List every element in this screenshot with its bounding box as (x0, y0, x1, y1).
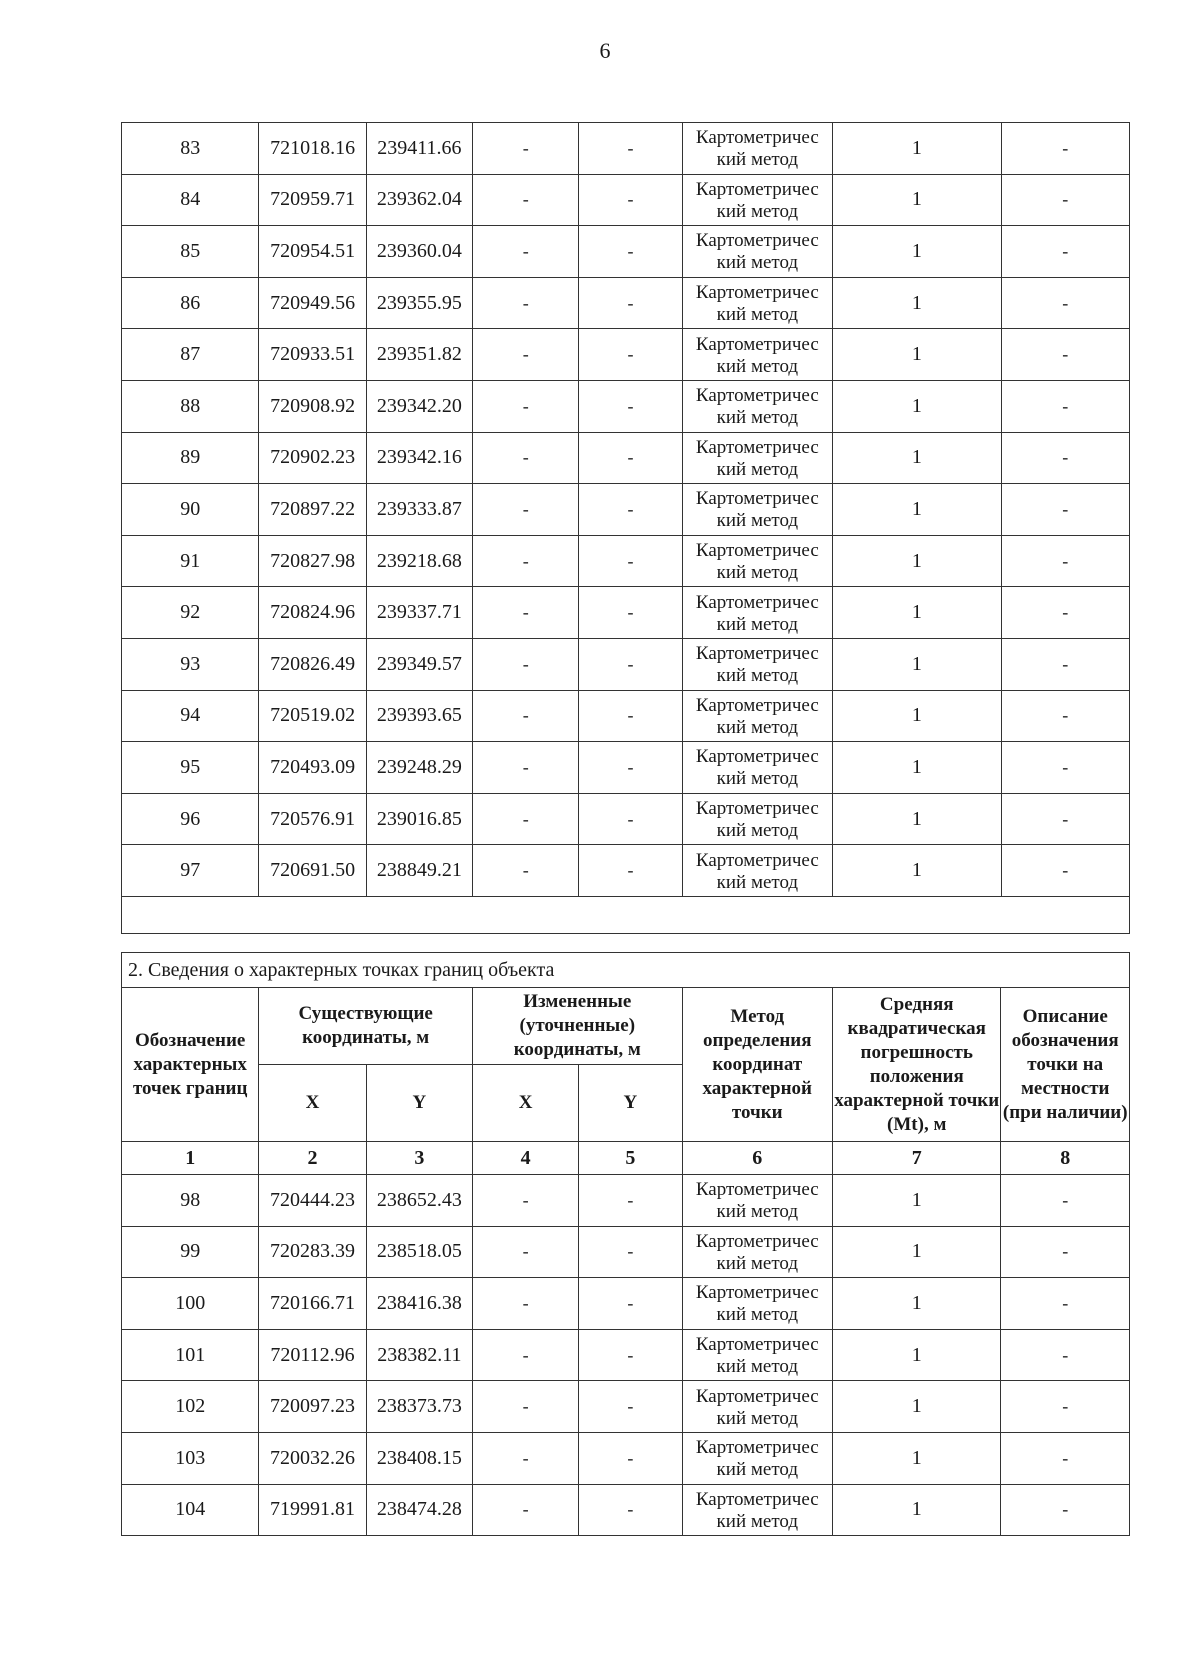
method-line-1: Картометричес (695, 436, 819, 458)
point-number: 90 (122, 484, 259, 536)
changed-y-value: - (579, 638, 682, 690)
description-value: - (1001, 226, 1129, 278)
existing-y-value: 239342.16 (366, 432, 472, 484)
column-number: 1 (122, 1142, 259, 1175)
description-value: - (1001, 793, 1129, 845)
method-line-2: кий метод (716, 1252, 798, 1274)
header-designation: Обозначение характерных точек границ (122, 988, 259, 1142)
accuracy-value: 1 (833, 277, 1002, 329)
accuracy-value: 1 (832, 1432, 1000, 1484)
changed-y-value: - (579, 1484, 682, 1536)
method-line-1: Картометричес (695, 746, 819, 768)
changed-x-value: - (473, 638, 579, 690)
description-value: - (1001, 587, 1129, 639)
header-method: Метод определения координат характерной точки (682, 988, 832, 1142)
description-value: - (1001, 742, 1129, 794)
accuracy-value: 1 (833, 845, 1002, 897)
changed-y-value: - (579, 329, 682, 381)
point-number: 96 (122, 793, 259, 845)
method-line-2: кий метод (716, 407, 799, 429)
method-line-2: кий метод (716, 510, 799, 532)
point-number: 86 (122, 277, 259, 329)
table-row (122, 1226, 1130, 1278)
point-number: 99 (122, 1226, 259, 1278)
method-cell (682, 1329, 832, 1381)
existing-x-value: 720826.49 (259, 638, 366, 690)
table-row (122, 690, 1130, 742)
column-number: 2 (259, 1142, 366, 1175)
changed-x-value: - (473, 226, 579, 278)
method-line-1: Картометричес (695, 849, 819, 871)
accuracy-value: 1 (833, 484, 1002, 536)
method-cell (682, 123, 832, 175)
existing-x-value: 720032.26 (259, 1432, 366, 1484)
point-number: 91 (122, 535, 259, 587)
accuracy-value: 1 (832, 1329, 1000, 1381)
changed-x-value: - (472, 1484, 578, 1536)
changed-y-value: - (579, 123, 682, 175)
method-cell (682, 432, 832, 484)
accuracy-value: 1 (833, 432, 1002, 484)
method-line-2: кий метод (716, 716, 799, 738)
method-line-1: Картометричес (695, 282, 819, 304)
table-row (122, 1329, 1130, 1381)
changed-y-value: - (579, 1226, 682, 1278)
point-number: 102 (122, 1381, 259, 1433)
accuracy-value: 1 (832, 1484, 1000, 1536)
header-description: Описание обозначения точки на местности (при наличии) (1001, 988, 1130, 1142)
point-number: 93 (122, 638, 259, 690)
accuracy-value: 1 (833, 690, 1002, 742)
changed-y-value: - (579, 174, 682, 226)
existing-y-value: 238849.21 (366, 845, 472, 897)
existing-x-value: 720897.22 (259, 484, 366, 536)
description-value: - (1001, 1226, 1130, 1278)
existing-y-value: 239342.20 (366, 380, 472, 432)
point-number: 92 (122, 587, 259, 639)
header-accuracy: Средняя квадратическая погрешность положения характерной точки (Mt), м (832, 988, 1000, 1142)
method-line-2: кий метод (716, 458, 799, 480)
existing-x-value: 720949.56 (259, 277, 366, 329)
description-value: - (1001, 845, 1129, 897)
changed-y-value: - (579, 1381, 682, 1433)
method-line-1: Картометричес (695, 1437, 819, 1459)
page-number: 6 (599, 38, 611, 63)
table-row (122, 484, 1130, 536)
changed-y-value: - (579, 484, 682, 536)
description-value: - (1001, 329, 1129, 381)
existing-x-value: 719991.81 (259, 1484, 366, 1536)
existing-y-value: 238382.11 (366, 1329, 472, 1381)
method-line-2: кий метод (716, 1459, 798, 1481)
method-line-1: Картометричес (695, 178, 819, 200)
existing-x-value: 720908.92 (259, 380, 366, 432)
existing-x-value: 720166.71 (259, 1278, 366, 1330)
existing-x-value: 720519.02 (259, 690, 366, 742)
method-cell (682, 845, 832, 897)
table-row (122, 226, 1130, 278)
method-line-1: Картометричес (695, 798, 819, 820)
column-number: 4 (472, 1142, 578, 1175)
existing-y-value: 239393.65 (366, 690, 472, 742)
column-number: 8 (1001, 1142, 1130, 1175)
changed-x-value: - (473, 845, 579, 897)
method-line-1: Картометричес (695, 1282, 819, 1304)
point-number: 103 (122, 1432, 259, 1484)
accuracy-value: 1 (832, 1381, 1000, 1433)
method-line-1: Картометричес (695, 540, 819, 562)
changed-x-value: - (473, 793, 579, 845)
header-existing-y: Y (366, 1065, 472, 1142)
method-line-1: Картометричес (695, 1179, 819, 1201)
method-line-2: кий метод (716, 355, 799, 377)
point-number: 87 (122, 329, 259, 381)
description-value: - (1001, 1329, 1130, 1381)
changed-y-value: - (579, 226, 682, 278)
existing-x-value: 720691.50 (259, 845, 366, 897)
method-line-2: кий метод (716, 1201, 798, 1223)
method-line-2: кий метод (716, 1304, 798, 1326)
point-number: 88 (122, 380, 259, 432)
table-row (122, 845, 1130, 897)
boundary-points-table (121, 952, 1130, 1536)
point-number: 94 (122, 690, 259, 742)
changed-y-value: - (579, 1329, 682, 1381)
existing-y-value: 239016.85 (366, 793, 472, 845)
changed-x-value: - (473, 742, 579, 794)
point-number: 100 (122, 1278, 259, 1330)
method-cell (682, 174, 832, 226)
table-row (122, 174, 1130, 226)
method-cell (682, 793, 832, 845)
description-value: - (1001, 174, 1129, 226)
existing-x-value: 720112.96 (259, 1329, 366, 1381)
existing-x-value: 720954.51 (259, 226, 366, 278)
table-row (122, 1381, 1130, 1433)
description-value: - (1001, 690, 1129, 742)
accuracy-value: 1 (833, 174, 1002, 226)
existing-y-value: 239355.95 (366, 277, 472, 329)
method-line-2: кий метод (716, 1510, 798, 1532)
description-value: - (1001, 123, 1129, 175)
changed-y-value: - (579, 690, 682, 742)
description-value: - (1001, 1381, 1130, 1433)
method-cell (682, 638, 832, 690)
existing-y-value: 238652.43 (366, 1175, 472, 1227)
method-line-1: Картометричес (695, 1230, 819, 1252)
accuracy-value: 1 (833, 742, 1002, 794)
empty-cell (122, 896, 1130, 933)
table-row (122, 793, 1130, 845)
method-line-2: кий метод (716, 149, 799, 171)
changed-y-value: - (579, 1175, 682, 1227)
boundary-points-body (122, 1175, 1130, 1536)
table-row (122, 277, 1130, 329)
description-value: - (1001, 1175, 1130, 1227)
method-cell (682, 1381, 832, 1433)
accuracy-value: 1 (832, 1175, 1000, 1227)
table-row (122, 587, 1130, 639)
method-line-2: кий метод (716, 613, 799, 635)
changed-y-value: - (579, 742, 682, 794)
accuracy-value: 1 (833, 329, 1002, 381)
existing-x-value: 720933.51 (259, 329, 366, 381)
changed-y-value: - (579, 1432, 682, 1484)
table-row (122, 1175, 1130, 1227)
method-line-2: кий метод (716, 200, 799, 222)
changed-y-value: - (579, 380, 682, 432)
existing-y-value: 239362.04 (366, 174, 472, 226)
changed-y-value: - (579, 1278, 682, 1330)
changed-x-value: - (472, 1278, 578, 1330)
existing-y-value: 238373.73 (366, 1381, 472, 1433)
point-number: 83 (122, 123, 259, 175)
existing-x-value: 720493.09 (259, 742, 366, 794)
empty-row (122, 896, 1130, 933)
existing-x-value: 721018.16 (259, 123, 366, 175)
method-line-1: Картометричес (695, 230, 819, 252)
method-cell (682, 535, 832, 587)
changed-x-value: - (472, 1381, 578, 1433)
description-value: - (1001, 535, 1129, 587)
table-row (122, 742, 1130, 794)
changed-y-value: - (579, 535, 682, 587)
existing-y-value: 239351.82 (366, 329, 472, 381)
existing-y-value: 239411.66 (366, 123, 472, 175)
existing-y-value: 238518.05 (366, 1226, 472, 1278)
method-line-1: Картометричес (695, 643, 819, 665)
method-line-2: кий метод (716, 665, 799, 687)
header-existing-coordinates: Существующие координаты, м (259, 988, 473, 1065)
method-cell (682, 690, 832, 742)
method-line-2: кий метод (716, 304, 799, 326)
header-changed-x: X (472, 1065, 578, 1142)
method-line-1: Картометричес (695, 127, 819, 149)
existing-x-value: 720097.23 (259, 1381, 366, 1433)
changed-y-value: - (579, 793, 682, 845)
existing-y-value: 239218.68 (366, 535, 472, 587)
changed-y-value: - (579, 277, 682, 329)
method-line-1: Картометричес (695, 1488, 819, 1510)
description-value: - (1001, 1278, 1130, 1330)
description-value: - (1001, 277, 1129, 329)
method-cell (682, 1484, 832, 1536)
table-row (122, 123, 1130, 175)
changed-x-value: - (473, 123, 579, 175)
accuracy-value: 1 (833, 587, 1002, 639)
existing-x-value: 720959.71 (259, 174, 366, 226)
table-row (122, 1432, 1130, 1484)
description-value: - (1001, 484, 1129, 536)
table-row (122, 535, 1130, 587)
method-cell (682, 1278, 832, 1330)
accuracy-value: 1 (833, 123, 1002, 175)
existing-y-value: 238416.38 (366, 1278, 472, 1330)
table-row (122, 432, 1130, 484)
method-cell (682, 1175, 832, 1227)
method-line-2: кий метод (716, 768, 799, 790)
column-number: 3 (366, 1142, 472, 1175)
header-changed-y: Y (579, 1065, 682, 1142)
accuracy-value: 1 (833, 380, 1002, 432)
method-line-1: Картометричес (695, 1334, 819, 1356)
changed-y-value: - (579, 587, 682, 639)
changed-x-value: - (473, 277, 579, 329)
point-number: 95 (122, 742, 259, 794)
description-value: - (1001, 638, 1129, 690)
changed-x-value: - (473, 484, 579, 536)
point-number: 98 (122, 1175, 259, 1227)
section-title: 2. Сведения о характерных точках границ объекта (122, 953, 1130, 988)
table-row (122, 1484, 1130, 1536)
method-line-2: кий метод (716, 1356, 798, 1378)
column-number: 7 (832, 1142, 1000, 1175)
method-cell (682, 277, 832, 329)
changed-x-value: - (473, 174, 579, 226)
description-value: - (1001, 380, 1129, 432)
method-line-1: Картометричес (695, 333, 819, 355)
method-line-1: Картометричес (695, 1385, 819, 1407)
method-line-1: Картометричес (695, 694, 819, 716)
existing-y-value: 239360.04 (366, 226, 472, 278)
description-value: - (1001, 1484, 1130, 1536)
changed-y-value: - (579, 845, 682, 897)
method-cell (682, 1432, 832, 1484)
changed-x-value: - (473, 535, 579, 587)
header-changed-coordinates: Измененные (уточненные) координаты, м (472, 988, 682, 1065)
existing-x-value: 720902.23 (259, 432, 366, 484)
table-row (122, 329, 1130, 381)
accuracy-value: 1 (832, 1278, 1000, 1330)
coordinates-table-body (122, 123, 1130, 934)
method-line-2: кий метод (716, 1407, 798, 1429)
existing-y-value: 238474.28 (366, 1484, 472, 1536)
accuracy-value: 1 (833, 226, 1002, 278)
existing-y-value: 239248.29 (366, 742, 472, 794)
changed-x-value: - (472, 1175, 578, 1227)
method-cell (682, 742, 832, 794)
description-value: - (1001, 432, 1129, 484)
coordinates-table-continued (121, 122, 1130, 934)
table-row (122, 638, 1130, 690)
method-cell (682, 1226, 832, 1278)
changed-x-value: - (473, 380, 579, 432)
method-cell (682, 587, 832, 639)
description-value: - (1001, 1432, 1130, 1484)
column-number: 5 (579, 1142, 682, 1175)
existing-x-value: 720576.91 (259, 793, 366, 845)
method-line-2: кий метод (716, 252, 799, 274)
method-line-1: Картометричес (695, 488, 819, 510)
existing-y-value: 238408.15 (366, 1432, 472, 1484)
method-line-1: Картометричес (695, 385, 819, 407)
changed-x-value: - (473, 432, 579, 484)
existing-x-value: 720827.98 (259, 535, 366, 587)
header-existing-x: X (259, 1065, 366, 1142)
method-cell (682, 226, 832, 278)
method-line-1: Картометричес (695, 591, 819, 613)
table-row (122, 380, 1130, 432)
accuracy-value: 1 (833, 638, 1002, 690)
method-line-2: кий метод (716, 820, 799, 842)
existing-y-value: 239337.71 (366, 587, 472, 639)
method-cell (682, 380, 832, 432)
changed-x-value: - (472, 1432, 578, 1484)
point-number: 85 (122, 226, 259, 278)
table-row (122, 1278, 1130, 1330)
point-number: 101 (122, 1329, 259, 1381)
point-number: 104 (122, 1484, 259, 1536)
method-cell (682, 484, 832, 536)
changed-x-value: - (472, 1329, 578, 1381)
changed-x-value: - (473, 329, 579, 381)
changed-x-value: - (472, 1226, 578, 1278)
accuracy-value: 1 (833, 535, 1002, 587)
changed-x-value: - (473, 587, 579, 639)
changed-y-value: - (579, 432, 682, 484)
existing-x-value: 720824.96 (259, 587, 366, 639)
point-number: 97 (122, 845, 259, 897)
accuracy-value: 1 (832, 1226, 1000, 1278)
method-line-2: кий метод (716, 871, 799, 893)
column-number: 6 (682, 1142, 832, 1175)
method-line-2: кий метод (716, 562, 799, 584)
point-number: 84 (122, 174, 259, 226)
existing-x-value: 720444.23 (259, 1175, 366, 1227)
existing-y-value: 239349.57 (366, 638, 472, 690)
existing-x-value: 720283.39 (259, 1226, 366, 1278)
accuracy-value: 1 (833, 793, 1002, 845)
method-cell (682, 329, 832, 381)
existing-y-value: 239333.87 (366, 484, 472, 536)
changed-x-value: - (473, 690, 579, 742)
point-number: 89 (122, 432, 259, 484)
